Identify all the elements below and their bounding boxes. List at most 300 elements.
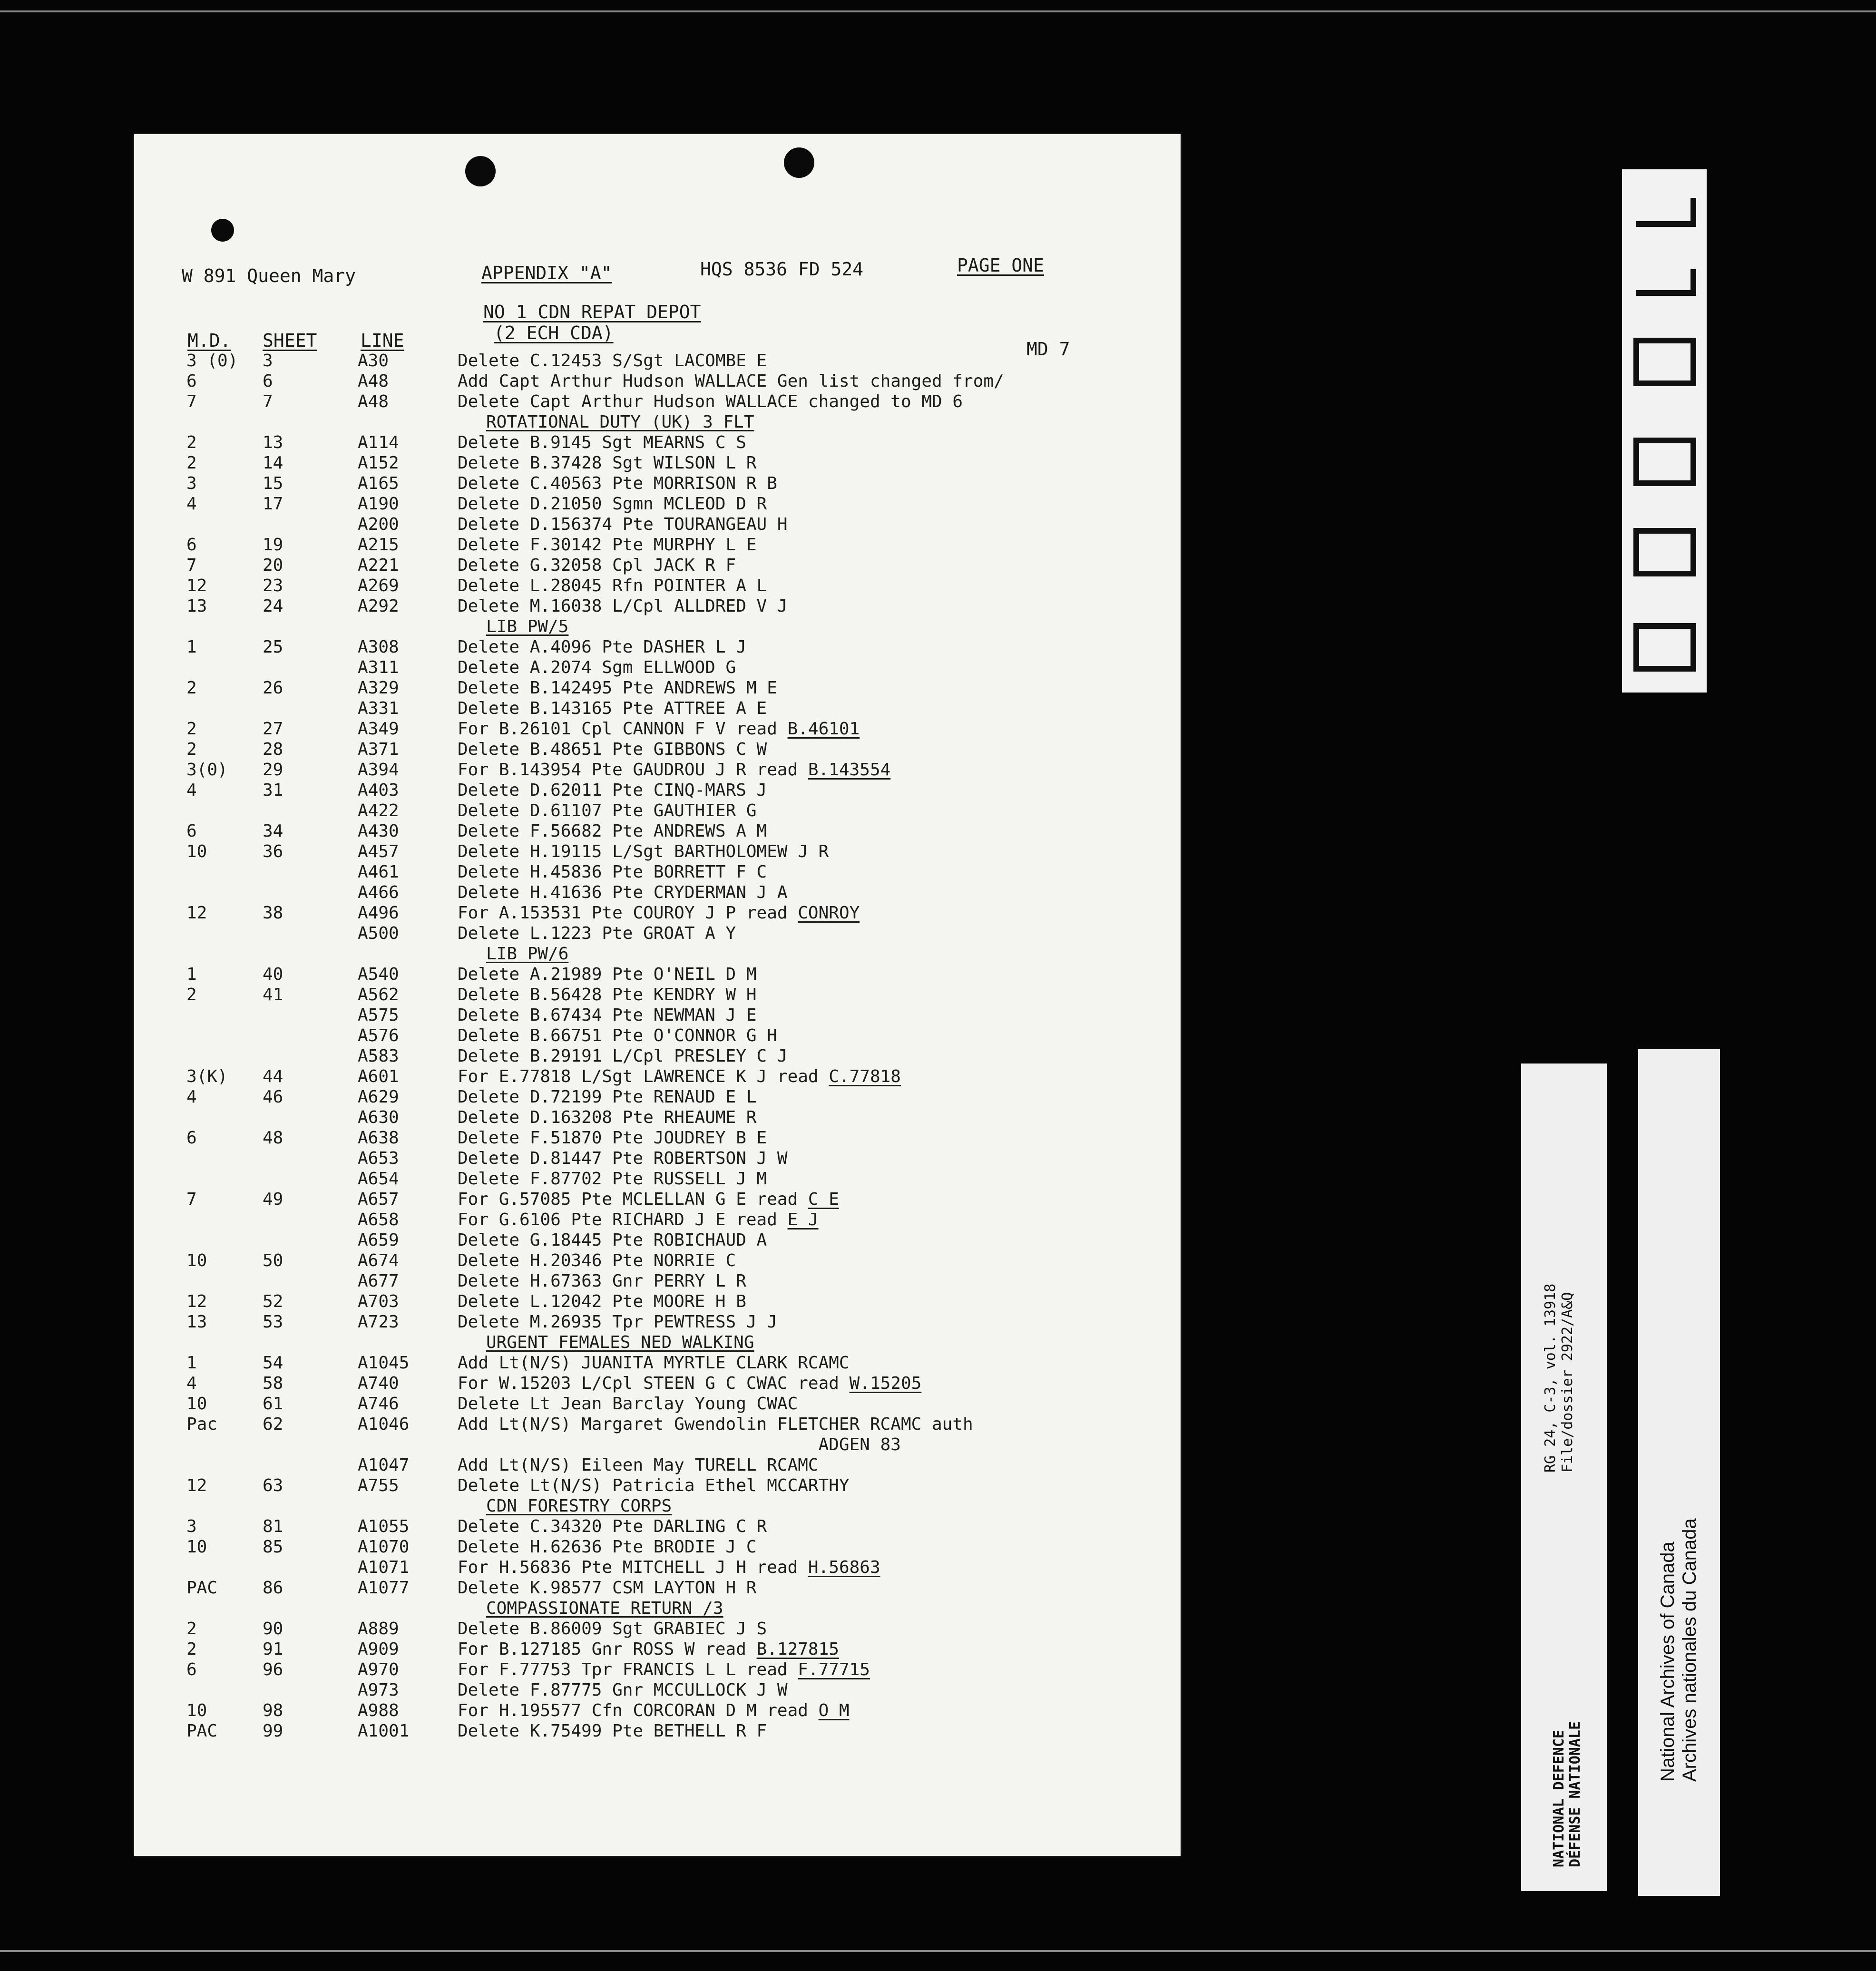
entry-action: For H.195577 Cfn CORCORAN D M read — [458, 1701, 819, 1720]
entry-text — [458, 699, 767, 718]
entry-text — [458, 1455, 819, 1475]
hqs-reference: HQS 8536 FD 524 — [700, 259, 864, 280]
entry-correction: O M — [818, 1701, 850, 1720]
entry-sheet: 14 — [263, 453, 283, 473]
entry-sheet: 58 — [263, 1374, 283, 1393]
entry-text — [458, 351, 767, 371]
entry-line: A988 — [358, 1701, 399, 1720]
entry-sheet: 3 — [263, 351, 273, 371]
entry-row — [134, 576, 1181, 596]
entry-sheet: 25 — [263, 637, 283, 657]
punch-hole-right — [784, 147, 814, 178]
entry-md: 1 — [186, 965, 197, 984]
entry-line: A909 — [358, 1639, 399, 1659]
entry-line: A48 — [358, 371, 389, 391]
entry-sheet: 46 — [263, 1087, 283, 1107]
entry-text — [458, 719, 860, 739]
entry-md: 1 — [186, 637, 197, 657]
entry-text — [458, 1312, 777, 1332]
entry-line: A461 — [358, 862, 399, 882]
entry-text — [458, 1067, 901, 1086]
entry-line: A1046 — [358, 1415, 410, 1434]
entry-md: 7 — [186, 392, 197, 411]
entry-action: Delete B.66751 Pte O'CONNOR G H — [458, 1026, 777, 1045]
entry-correction: H.56863 — [808, 1558, 880, 1577]
entry-action: Delete D.62011 Pte CINQ-MARS J — [458, 781, 767, 800]
entry-action: Delete K.75499 Pte BETHELL R F — [458, 1721, 767, 1741]
entry-md: 3(K) — [186, 1067, 228, 1086]
entry-text — [458, 1271, 746, 1291]
entry-action: For G.6106 Pte RICHARD J E read — [458, 1210, 788, 1229]
archive-reference-2: File/dossier 2922/A&Q — [1559, 1292, 1576, 1473]
entry-correction: E J — [787, 1210, 819, 1229]
entry-text — [458, 1230, 767, 1250]
entry-action: Delete F.87775 Gnr MCCULLOCK J W — [458, 1680, 788, 1700]
entry-row — [134, 1353, 1181, 1374]
entry-action: Delete H.45836 Pte BORRETT F C — [458, 862, 767, 882]
entry-line: A308 — [358, 637, 399, 657]
punch-hole-small — [211, 219, 234, 242]
entry-row — [134, 1558, 1181, 1578]
entry-line: A331 — [358, 699, 399, 718]
archives-name-en: National Archives of Canada — [1657, 1542, 1678, 1782]
entry-row — [134, 1210, 1181, 1230]
entry-md: 12 — [186, 576, 207, 595]
entry-text — [458, 371, 1004, 391]
entry-text — [458, 576, 767, 595]
entry-md: 7 — [186, 556, 197, 575]
entry-action: Delete H.67363 Gnr PERRY L R — [458, 1271, 746, 1291]
page-label: PAGE ONE — [957, 255, 1045, 276]
entry-text — [458, 474, 777, 493]
entry-text — [458, 1251, 736, 1270]
entry-row — [134, 862, 1181, 883]
entry-sheet: 54 — [263, 1353, 283, 1373]
entry-action: Delete B.9145 Sgt MEARNS C S — [458, 433, 746, 452]
entry-line: A674 — [358, 1251, 399, 1270]
top-frame-line — [0, 10, 1876, 12]
entry-line: A630 — [358, 1108, 399, 1127]
entry-sheet: 90 — [263, 1619, 283, 1639]
entry-action: Delete H.41636 Pte CRYDERMAN J A — [458, 883, 788, 902]
entry-md: 6 — [186, 535, 197, 555]
entry-line: A311 — [358, 658, 399, 677]
entry-text — [458, 1435, 901, 1454]
entry-row — [134, 596, 1181, 617]
entry-md: 2 — [186, 433, 197, 452]
entry-line: A349 — [358, 719, 399, 739]
entry-text — [458, 883, 788, 902]
entry-md: 13 — [186, 596, 207, 616]
entry-row — [134, 1537, 1181, 1558]
entry-line: A740 — [358, 1374, 399, 1393]
entry-row — [134, 474, 1181, 494]
entry-correction: C E — [808, 1190, 839, 1209]
entry-sheet: 7 — [263, 392, 273, 411]
entry-line: A540 — [358, 965, 399, 984]
entry-line: A292 — [358, 596, 399, 616]
appendix-title: APPENDIX "A" — [481, 263, 612, 283]
entry-line: A215 — [358, 535, 399, 555]
entry-md: 10 — [186, 842, 207, 861]
entry-action: Delete A.4096 Pte DASHER L J — [458, 637, 746, 657]
entry-md: 4 — [186, 1087, 197, 1107]
entry-line: A653 — [358, 1149, 399, 1168]
entry-line: A1047 — [358, 1455, 410, 1475]
entry-text — [458, 1721, 767, 1741]
entry-action: Delete B.29191 L/Cpl PRESLEY C J — [458, 1046, 788, 1066]
entry-line: A457 — [358, 842, 399, 861]
entry-md: 12 — [186, 1292, 207, 1311]
entry-sheet: 53 — [263, 1312, 283, 1332]
entry-action: Delete D.163208 Pte RHEAUME R — [458, 1108, 757, 1127]
entry-action: Delete D.156374 Pte TOURANGEAU H — [458, 515, 788, 534]
entry-row — [134, 1190, 1181, 1210]
entry-action: Delete H.19115 L/Sgt BARTHOLOMEW J R — [458, 842, 829, 861]
entry-text — [458, 515, 788, 534]
entry-action: Add Lt(N/S) Margaret Gwendolin FLETCHER RCAMC auth — [458, 1415, 973, 1434]
entry-sheet: 38 — [263, 903, 283, 923]
entry-line: A703 — [358, 1292, 399, 1311]
entry-line: A422 — [358, 801, 399, 820]
entry-md: 2 — [186, 1619, 197, 1639]
entry-sheet: 85 — [263, 1537, 283, 1557]
entry-action: For A.153531 Pte COUROY J P read — [458, 903, 798, 923]
entry-row — [134, 392, 1181, 412]
entry-sheet: 28 — [263, 740, 283, 759]
entry-md: 4 — [186, 1374, 197, 1393]
entry-md: 13 — [186, 1312, 207, 1332]
entry-row — [134, 1128, 1181, 1149]
entry-text — [458, 1292, 746, 1311]
entry-text — [458, 1619, 767, 1639]
entry-action: Delete C.40563 Pte MORRISON R B — [458, 474, 777, 493]
entry-sheet: 48 — [263, 1128, 283, 1148]
frame-number-digits — [1622, 169, 1707, 693]
entry-md: 3 — [186, 1517, 197, 1536]
entry-text — [458, 1558, 880, 1577]
section-heading: URGENT FEMALES NED WALKING — [486, 1333, 754, 1352]
entry-md: 6 — [186, 371, 197, 391]
department-name-en: NATIONAL DEFENCE — [1551, 1730, 1567, 1867]
entry-action: Delete D.21050 Sgmn MCLEOD D R — [458, 494, 767, 514]
entry-correction: F.77715 — [798, 1660, 870, 1679]
entry-correction: W.15205 — [849, 1374, 922, 1393]
punch-hole-left — [465, 156, 496, 186]
entry-sheet: 15 — [263, 474, 283, 493]
entry-sheet: 99 — [263, 1721, 283, 1741]
entry-text — [458, 1046, 788, 1066]
entry-line: A466 — [358, 883, 399, 902]
entry-sheet: 63 — [263, 1476, 283, 1495]
entry-action: Delete K.98577 CSM LAYTON H R — [458, 1578, 757, 1598]
entry-text — [458, 1374, 921, 1393]
entry-text — [458, 821, 767, 841]
entry-md: 3 (0) — [186, 351, 238, 371]
entry-text — [458, 1108, 757, 1127]
entry-row — [134, 1067, 1181, 1087]
entry-action: Delete G.32058 Cpl JACK R F — [458, 556, 736, 575]
entry-line: A755 — [358, 1476, 399, 1495]
entry-text — [458, 801, 757, 820]
column-header-sheet: SHEET — [263, 330, 317, 351]
entry-row — [134, 637, 1181, 658]
entry-line: A576 — [358, 1026, 399, 1045]
entry-line: A973 — [358, 1680, 399, 1700]
entry-row — [134, 1680, 1181, 1701]
entry-text — [458, 965, 757, 984]
entry-md: 10 — [186, 1537, 207, 1557]
entry-row — [134, 453, 1181, 474]
entry-row — [134, 1374, 1181, 1394]
entry-text — [458, 1639, 839, 1659]
entry-line: A677 — [358, 1271, 399, 1291]
entry-line: A1071 — [358, 1558, 410, 1577]
entry-text — [458, 740, 767, 759]
entry-text — [458, 1149, 788, 1168]
entry-sheet: 29 — [263, 760, 283, 780]
entry-row — [134, 883, 1181, 903]
entry-row — [134, 1026, 1181, 1046]
entry-row — [134, 842, 1181, 862]
entry-action: Delete M.26935 Tpr PEWTRESS J J — [458, 1312, 777, 1332]
entry-text — [458, 596, 788, 616]
entry-action: For B.143954 Pte GAUDROU J R read — [458, 760, 808, 780]
entry-line: A114 — [358, 433, 399, 452]
entry-action: Delete B.143165 Pte ATTREE A E — [458, 699, 767, 718]
entry-line: A496 — [358, 903, 399, 923]
entry-text — [458, 842, 829, 861]
entry-line: A30 — [358, 351, 389, 371]
entry-text — [458, 678, 777, 698]
entry-sheet: 23 — [263, 576, 283, 595]
entry-correction: CONROY — [798, 903, 860, 923]
entry-md: 2 — [186, 1639, 197, 1659]
column-header-line: LINE — [361, 330, 404, 351]
entry-row — [134, 1292, 1181, 1312]
entry-action: ADGEN 83 — [458, 1435, 901, 1454]
entry-action: Delete B.56428 Pte KENDRY W H — [458, 985, 757, 1005]
entry-md: 1 — [186, 1353, 197, 1373]
entry-sheet: 40 — [263, 965, 283, 984]
entry-action: Add Lt(N/S) Eileen May TURELL RCAMC — [458, 1455, 819, 1475]
entry-action: Delete C.12453 S/Sgt LACOMBE E — [458, 351, 767, 371]
entry-row — [134, 1271, 1181, 1292]
entry-action: Delete B.48651 Pte GIBBONS C W — [458, 740, 767, 759]
entry-line: A970 — [358, 1660, 399, 1679]
entry-action: Delete B.67434 Pte NEWMAN J E — [458, 1005, 757, 1025]
entry-row — [134, 719, 1181, 740]
entry-row — [134, 1435, 1181, 1455]
entry-row — [134, 760, 1181, 781]
entry-md: PAC — [186, 1721, 218, 1741]
entry-action: Delete B.142495 Pte ANDREWS M E — [458, 678, 777, 698]
entry-row — [134, 535, 1181, 556]
entry-text — [458, 1660, 870, 1679]
entry-text — [458, 1087, 757, 1107]
entry-action: Delete D.72199 Pte RENAUD E L — [458, 1087, 757, 1107]
entry-line: A269 — [358, 576, 399, 595]
entry-row — [134, 1169, 1181, 1190]
entry-sheet: 36 — [263, 842, 283, 861]
entry-row — [134, 1578, 1181, 1599]
entry-action: For B.26101 Cpl CANNON F V read — [458, 719, 788, 739]
entry-action: Delete Capt Arthur Hudson WALLACE changed to MD 6 — [458, 392, 963, 411]
entry-md: Pac — [186, 1415, 218, 1434]
entry-row — [134, 678, 1181, 699]
department-label-card — [1521, 1064, 1607, 1891]
entry-action: Delete F.30142 Pte MURPHY L E — [458, 535, 757, 555]
entry-text — [458, 903, 860, 923]
entry-text — [458, 1169, 767, 1189]
entry-sheet: 20 — [263, 556, 283, 575]
section-heading: CDN FORESTRY CORPS — [486, 1496, 672, 1516]
entry-row — [134, 1660, 1181, 1680]
entry-md: 2 — [186, 453, 197, 473]
entry-md: 7 — [186, 1190, 197, 1209]
entry-row — [134, 821, 1181, 842]
entry-md: 12 — [186, 1476, 207, 1495]
entry-row — [134, 1721, 1181, 1742]
entry-line: A48 — [358, 392, 389, 411]
archives-label-card — [1638, 1049, 1720, 1896]
entry-correction: B.143554 — [808, 760, 891, 780]
entry-text — [458, 1517, 767, 1536]
entry-text — [458, 1578, 757, 1598]
entry-md: 10 — [186, 1394, 207, 1414]
entry-line: A190 — [358, 494, 399, 514]
entry-md: 6 — [186, 1660, 197, 1679]
entry-sheet: 26 — [263, 678, 283, 698]
section-heading: ROTATIONAL DUTY (UK) 3 FLT — [486, 412, 754, 432]
entry-text — [458, 1190, 839, 1209]
entry-md: 3(0) — [186, 760, 228, 780]
entry-md: 4 — [186, 781, 197, 800]
entry-row — [134, 699, 1181, 719]
entry-row — [134, 1415, 1181, 1435]
entry-row — [134, 781, 1181, 801]
entry-line: A723 — [358, 1312, 399, 1332]
entry-md: 2 — [186, 719, 197, 739]
entry-text — [458, 494, 767, 514]
entry-md: 6 — [186, 1128, 197, 1148]
entry-action: Delete L.12042 Pte MOORE H B — [458, 1292, 746, 1311]
entry-row — [134, 351, 1181, 371]
entry-line: A654 — [358, 1169, 399, 1189]
entry-text — [458, 1701, 850, 1720]
entry-row — [134, 1639, 1181, 1660]
entry-sheet: 44 — [263, 1067, 283, 1086]
entry-line: A746 — [358, 1394, 399, 1414]
entry-sheet: 81 — [263, 1517, 283, 1536]
entry-row — [134, 1394, 1181, 1415]
entry-row — [134, 1046, 1181, 1067]
entry-correction: B.127815 — [756, 1639, 839, 1659]
entry-action: For H.56836 Pte MITCHELL J H read — [458, 1558, 808, 1577]
entry-row — [134, 1455, 1181, 1476]
entry-row — [134, 371, 1181, 392]
entry-action: Delete D.61107 Pte GAUTHIER G — [458, 801, 757, 820]
entry-sheet: 62 — [263, 1415, 283, 1434]
entry-text — [458, 1415, 973, 1434]
entry-action: Delete B.37428 Sgt WILSON L R — [458, 453, 757, 473]
entry-text — [458, 985, 757, 1005]
entry-row — [134, 1251, 1181, 1271]
entry-sheet: 91 — [263, 1639, 283, 1659]
entry-text — [458, 760, 890, 780]
entry-text — [458, 535, 757, 555]
entry-md: 2 — [186, 740, 197, 759]
entry-sheet: 13 — [263, 433, 283, 452]
md-note: MD 7 — [1026, 339, 1070, 360]
entry-row — [134, 515, 1181, 535]
entry-row — [134, 1230, 1181, 1251]
entry-row — [134, 1476, 1181, 1496]
entry-line: A601 — [358, 1067, 399, 1086]
entry-sheet: 98 — [263, 1701, 283, 1720]
entry-text — [458, 658, 736, 677]
entry-text — [458, 637, 746, 657]
entry-row — [134, 1005, 1181, 1026]
entry-row — [134, 1108, 1181, 1128]
entry-action: Add Capt Arthur Hudson WALLACE Gen list changed from/ — [458, 371, 1004, 391]
entry-row — [134, 903, 1181, 924]
entry-line: A394 — [358, 760, 399, 780]
entry-sheet: 86 — [263, 1578, 283, 1598]
entry-line: A658 — [358, 1210, 399, 1229]
entry-md: 12 — [186, 903, 207, 923]
entry-line: A659 — [358, 1230, 399, 1250]
entry-line: A200 — [358, 515, 399, 534]
entry-text — [458, 1476, 850, 1495]
entry-action: Delete A.21989 Pte O'NEIL D M — [458, 965, 757, 984]
entry-line: A1001 — [358, 1721, 410, 1741]
entry-text — [458, 392, 963, 411]
entry-line: A575 — [358, 1005, 399, 1025]
entry-sheet: 31 — [263, 781, 283, 800]
entry-row — [134, 433, 1181, 453]
frame-number-strip — [1622, 169, 1707, 693]
entry-action: Delete H.62636 Pte BRODIE J C — [458, 1537, 757, 1557]
entry-md: PAC — [186, 1578, 218, 1598]
entry-text — [458, 1537, 757, 1557]
entry-line: A583 — [358, 1046, 399, 1066]
entry-text — [458, 556, 736, 575]
entry-text — [458, 1210, 819, 1229]
entry-correction: C.77818 — [829, 1067, 901, 1086]
document-page — [134, 134, 1181, 1856]
entry-line: A403 — [358, 781, 399, 800]
entry-sheet: 96 — [263, 1660, 283, 1679]
entry-line: A430 — [358, 821, 399, 841]
entry-sheet: 24 — [263, 596, 283, 616]
entry-correction: B.46101 — [787, 719, 860, 739]
entry-line: A500 — [358, 924, 399, 943]
entry-line: A638 — [358, 1128, 399, 1148]
entry-row — [134, 924, 1181, 944]
entry-text — [458, 1353, 850, 1373]
entry-text — [458, 453, 757, 473]
entry-line: A889 — [358, 1619, 399, 1639]
entry-text — [458, 433, 746, 452]
entry-action: Delete H.20346 Pte NORRIE C — [458, 1251, 736, 1270]
entry-md: 10 — [186, 1701, 207, 1720]
entry-line: A1045 — [358, 1353, 410, 1373]
entry-row — [134, 494, 1181, 515]
entry-md: 3 — [186, 474, 197, 493]
entry-md: 2 — [186, 678, 197, 698]
entry-text — [458, 1026, 777, 1045]
